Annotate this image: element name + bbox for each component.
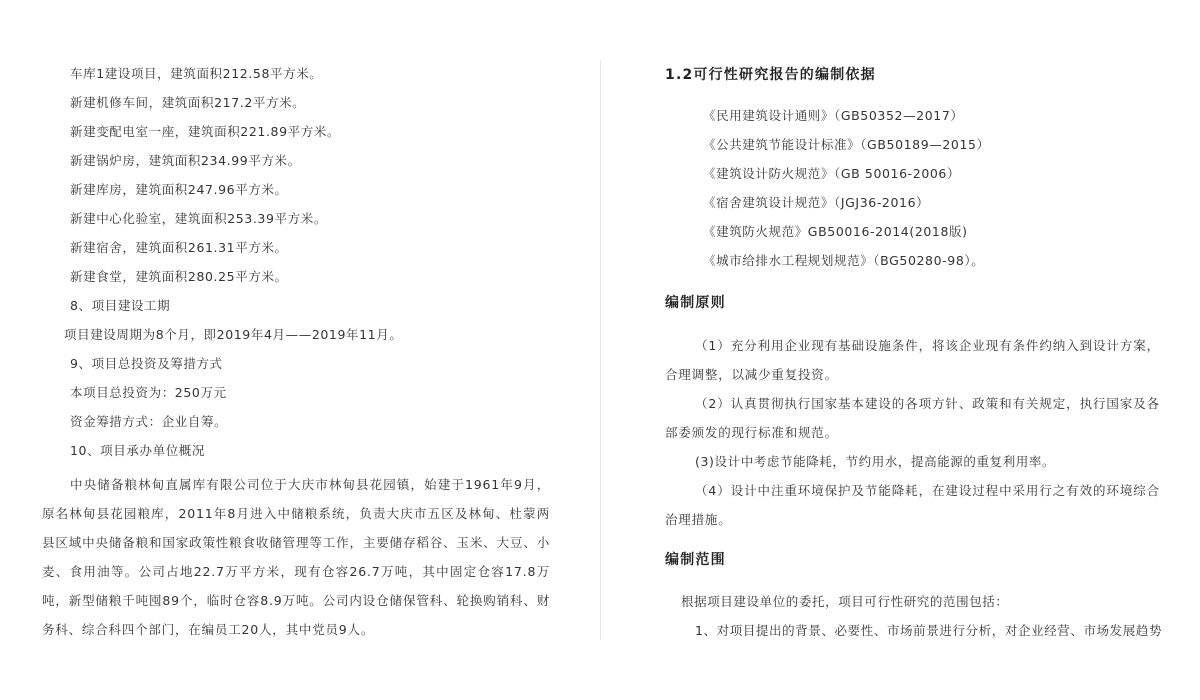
text-line: 新建库房，建筑面积247.96平方米。: [70, 182, 288, 197]
text-line: 项目建设周期为8个月，即2019年4月——2019年11月。: [64, 327, 403, 342]
text-line: 车库1建设项目，建筑面积212.58平方米。: [70, 66, 323, 81]
standard-reference: 《宿舍建筑设计规范》（JGJ36-2016）: [703, 195, 930, 210]
section-heading-construction-period: 8、项目建设工期: [70, 298, 171, 313]
text-line: 新建宿舍，建筑面积261.31平方米。: [70, 240, 288, 255]
standard-reference: 《建筑设计防火规范》（GB 50016-2006）: [703, 166, 961, 181]
text-line: 新建锅炉房，建筑面积234.99平方米。: [70, 153, 301, 168]
principle-paragraph: (3)设计中考虑节能降耗，节约用水，提高能源的重复利用率。: [695, 454, 1056, 469]
standard-reference: 《建筑防火规范》GB50016-2014(2018版): [703, 224, 968, 239]
section-heading-investment: 9、项目总投资及筹措方式: [70, 356, 223, 371]
standard-reference: 《民用建筑设计通则》（GB50352—2017）: [703, 108, 964, 123]
section-1-2-heading: 1.2可行性研究报告的编制依据: [665, 67, 876, 83]
text-line: 新建变配电室一座，建筑面积221.89平方米。: [70, 124, 341, 139]
principle-paragraph: （1）充分利用企业现有基础设施条件，将该企业现有条件约纳入到设计方案，合理调整，以减少重复投资。: [665, 338, 1160, 382]
text-line: 新建中心化验室，建筑面积253.39平方米。: [70, 211, 327, 226]
scope-item: 1、对项目提出的背景、必要性、市场前景进行分析，对企业经营、市场发展趋势: [695, 623, 1163, 638]
company-overview-paragraph: 中央储备粮林甸直属库有限公司位于大庆市林甸县花园镇，始建于1961年9月，原名林甸县花园粮库，2011年8月进入中储粮系统，负责大庆市五区及林甸、杜蒙两县区域中央储备粮和国家政策性粮食收储管理等工作，主要储存稻谷、玉米、大豆、小麦、食用油等。公司占地22.7万平方米，现有仓容26.7万吨，其中固定仓容17.8万吨，新型储粮千吨囤89个，临时仓容8.9万吨。公司内设仓储保管科、轮换购销科、财务科、综合科四个部门，在编员工20人，其中党员9人。: [42, 477, 550, 637]
section-1-3-heading: 编制原则: [665, 295, 726, 311]
principle-paragraph: （2）认真贯彻执行国家基本建设的各项方针、政策和有关规定，执行国家及各部委颁发的现行标准和规范。: [665, 396, 1160, 440]
standard-reference: 《公共建筑节能设计标准》（GB50189—2015）: [703, 137, 990, 152]
right-page: [601, 0, 1200, 700]
section-1-4-heading: 编制范围: [665, 552, 726, 568]
text-line: 新建食堂，建筑面积280.25平方米。: [70, 269, 288, 284]
standard-reference: 《城市给排水工程规划规范》（BG50280-98）。: [703, 253, 985, 268]
text-line: 本项目总投资为：250万元: [70, 385, 227, 400]
text-line: 新建机修车间，建筑面积217.2平方米。: [70, 95, 306, 110]
text-line: 资金筹措方式：企业自筹。: [70, 414, 228, 429]
scope-intro: 根据项目建设单位的委托，项目可行性研究的范围包括：: [681, 594, 1009, 609]
principle-paragraph: （4）设计中注重环境保护及节能降耗，在建设过程中采用行之有效的环境综合治理措施。: [665, 483, 1160, 527]
section-heading-company-overview: 10、项目承办单位概况: [70, 443, 206, 458]
